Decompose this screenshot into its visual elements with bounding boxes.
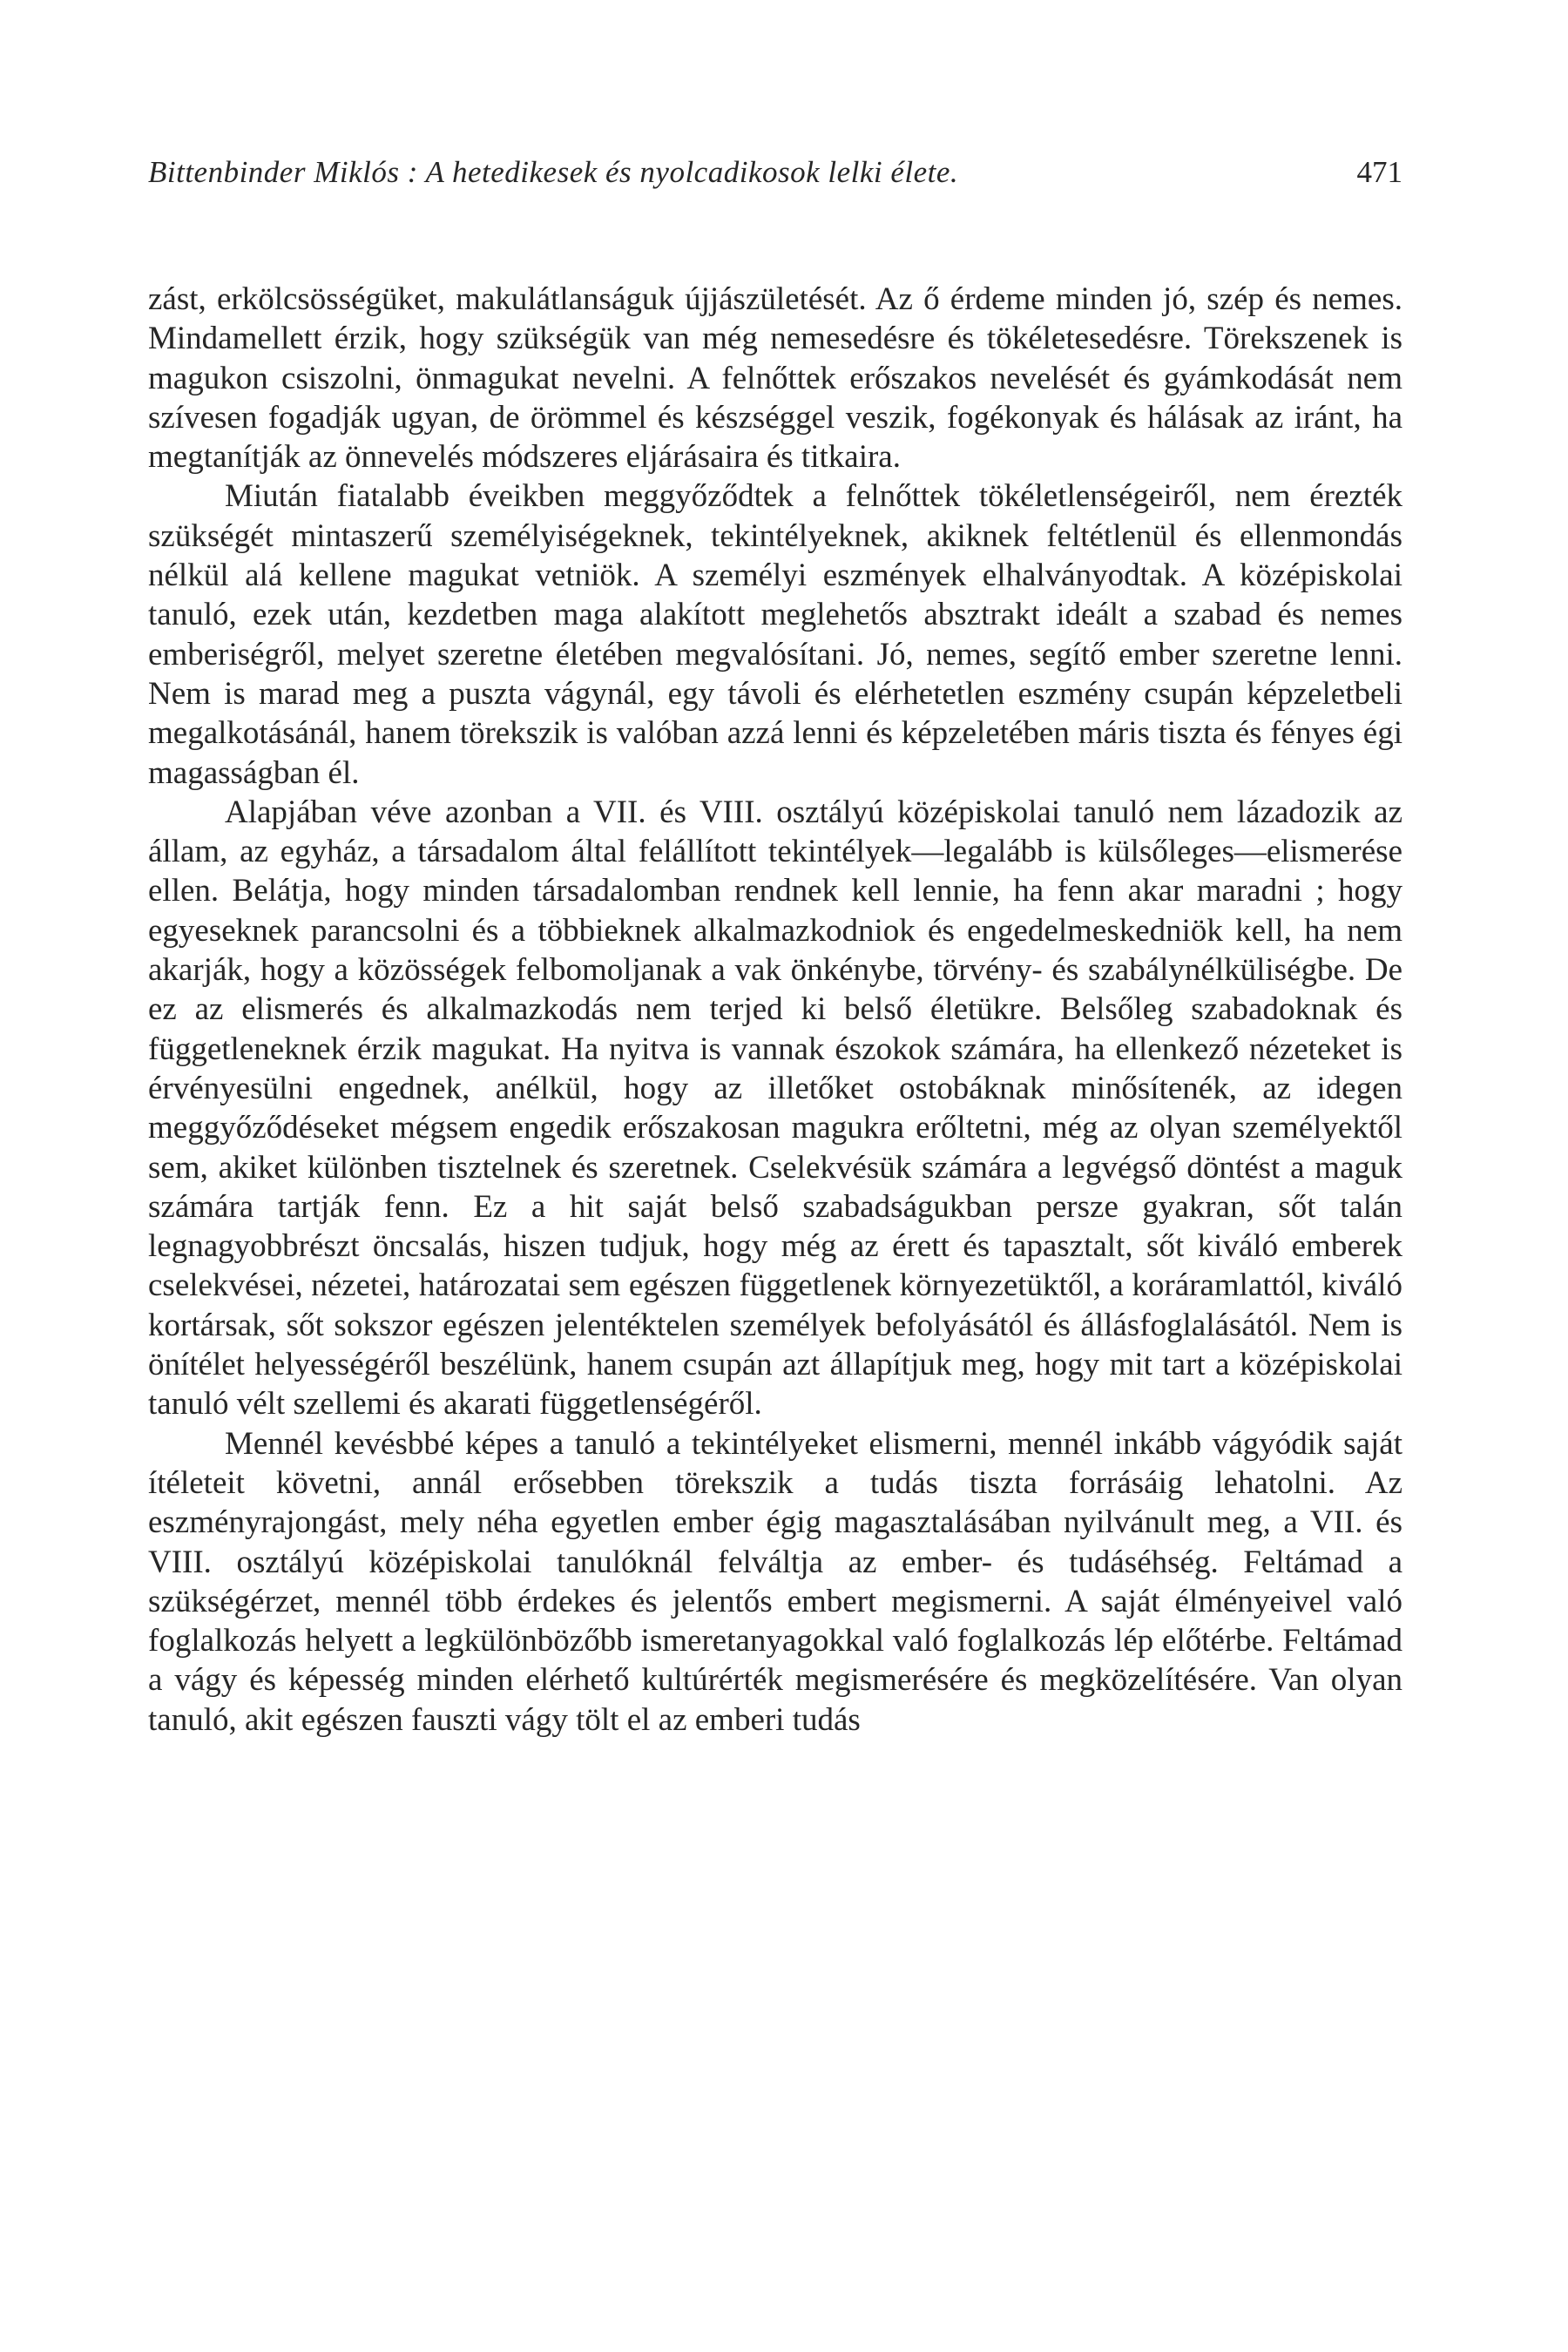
paragraph: Miután fiatalabb éveikben meggyőződtek a felnőttek tökéletlenségeiről, nem érezték szükségét mintaszerű személyiségeknek, tekintélyeknek, akiknek feltétlenül és ellenmondás nélkül alá kellene magukat vetniök. A személyi eszmények elhalványodtak. A középiskolai tanuló, ezek után, kezdetben maga alakított meglehetős absztrakt ideált a szabad és nemes emberiségről, melyet szeretne életében megvalósítani. Jó, nemes, segítő ember szeretne lenni. Nem is marad meg a puszta vágynál, egy távoli és elérhetetlen eszmény csupán képzeletbeli megalkotásánál, hanem törekszik is valóban azzá lenni és képzeletében máris tiszta és fényes égi magasságban él. [148, 478, 1402, 791]
paragraph: Mennél kevésbbé képes a tanuló a tekintélyeket elismerni, mennél inkább vágyódik saját ítéleteit követni, annál erősebben törekszik a tudás tiszta forrásáig lehatolni. Az eszményrajongást, mely néha egyetlen ember égig magasztalásában nyilvánult meg, a VII. és VIII. osztályú középiskolai tanulóknál felváltja az ember- és tudáséhség. Feltámad a szükségérzet, mennél több érdekes és jelentős embert megismerni. A saját élményeivel való foglalkozás helyett a legkülönbözőbb ismeretanyagokkal való foglalkozás lép előtérbe. Feltámad a vágy és képesség minden elérhető kultúrérték megismerésére és megközelítésére. Van olyan tanuló, akit egészen fauszti vágy tölt el az emberi tudás [148, 1425, 1402, 1738]
body-text [148, 280, 1402, 1740]
page-number: 471 [1356, 155, 1402, 189]
paragraph: Alapjában véve azonban a VII. és VIII. osztályú középiskolai tanuló nem lázadozik az állam, az egyház, a társadalom által felállított tekintélyek—legalább is külsőleges—elismerése ellen. Belátja, hogy minden társadalomban rendnek kell lennie, ha fenn akar maradni ; hogy egyeseknek parancsolni és a többieknek alkalmazkodniok és engedelmeskedniök kell, ha nem akarják, hogy a közösségek felbomoljanak a vak önkénybe, törvény- és szabálynélküliségbe. De ez az elismerés és alkalmazkodás nem terjed ki belső életükre. Belsőleg szabadoknak és függetleneknek érzik magukat. Ha nyitva is vannak észokok számára, ha ellenkező nézeteket is érvényesülni engednek, anélkül, hogy az illetőket ostobáknak minősítenék, az idegen meggyőződéseket mégsem engedik erőszakosan magukra erőltetni, még az olyan személyektől sem, akiket különben tisztelnek és szeretnek. Cselekvésük számára a legvégső döntést a maguk számára tartják fenn. Ez a hit saját belső szabadságukban persze gyakran, sőt talán legnagyobbrészt öncsalás, hiszen tudjuk, hogy még az érett és tapasztalt, sőt kiváló emberek cselekvései, nézetei, határozatai sem egészen függetlenek környezetüktől, a koráramlattól, kiváló kortársak, sőt sokszor egészen jelentéktelen személyek befolyásától és állásfoglalásától. Nem is önítélet helyességéről beszélünk, hanem csupán azt állapítjuk meg, hogy mit tart a középiskolai tanuló vélt szellemi és akarati függetlenségéről. [148, 794, 1402, 1423]
running-header [148, 155, 1402, 199]
running-header-title: Bittenbinder Miklós : A hetedikesek és nyolcadikosok lelki élete. [148, 155, 959, 189]
paragraph-continuation: zást, erkölcsösségüket, makulátlanságuk újjászületését. Az ő érdeme minden jó, szép és nemes. Mindamellett érzik, hogy szükségük van még nemesedésre és tökéletesedésre. Törekszenek is magukon csiszolni, önmagukat nevelni. A felnőttek erőszakos nevelését és gyámkodását nem szívesen fogadják ugyan, de örömmel és készséggel veszik, fogékonyak és hálásak az iránt, ha megtanítják az önnevelés módszeres eljárásaira és titkaira. [148, 281, 1402, 476]
